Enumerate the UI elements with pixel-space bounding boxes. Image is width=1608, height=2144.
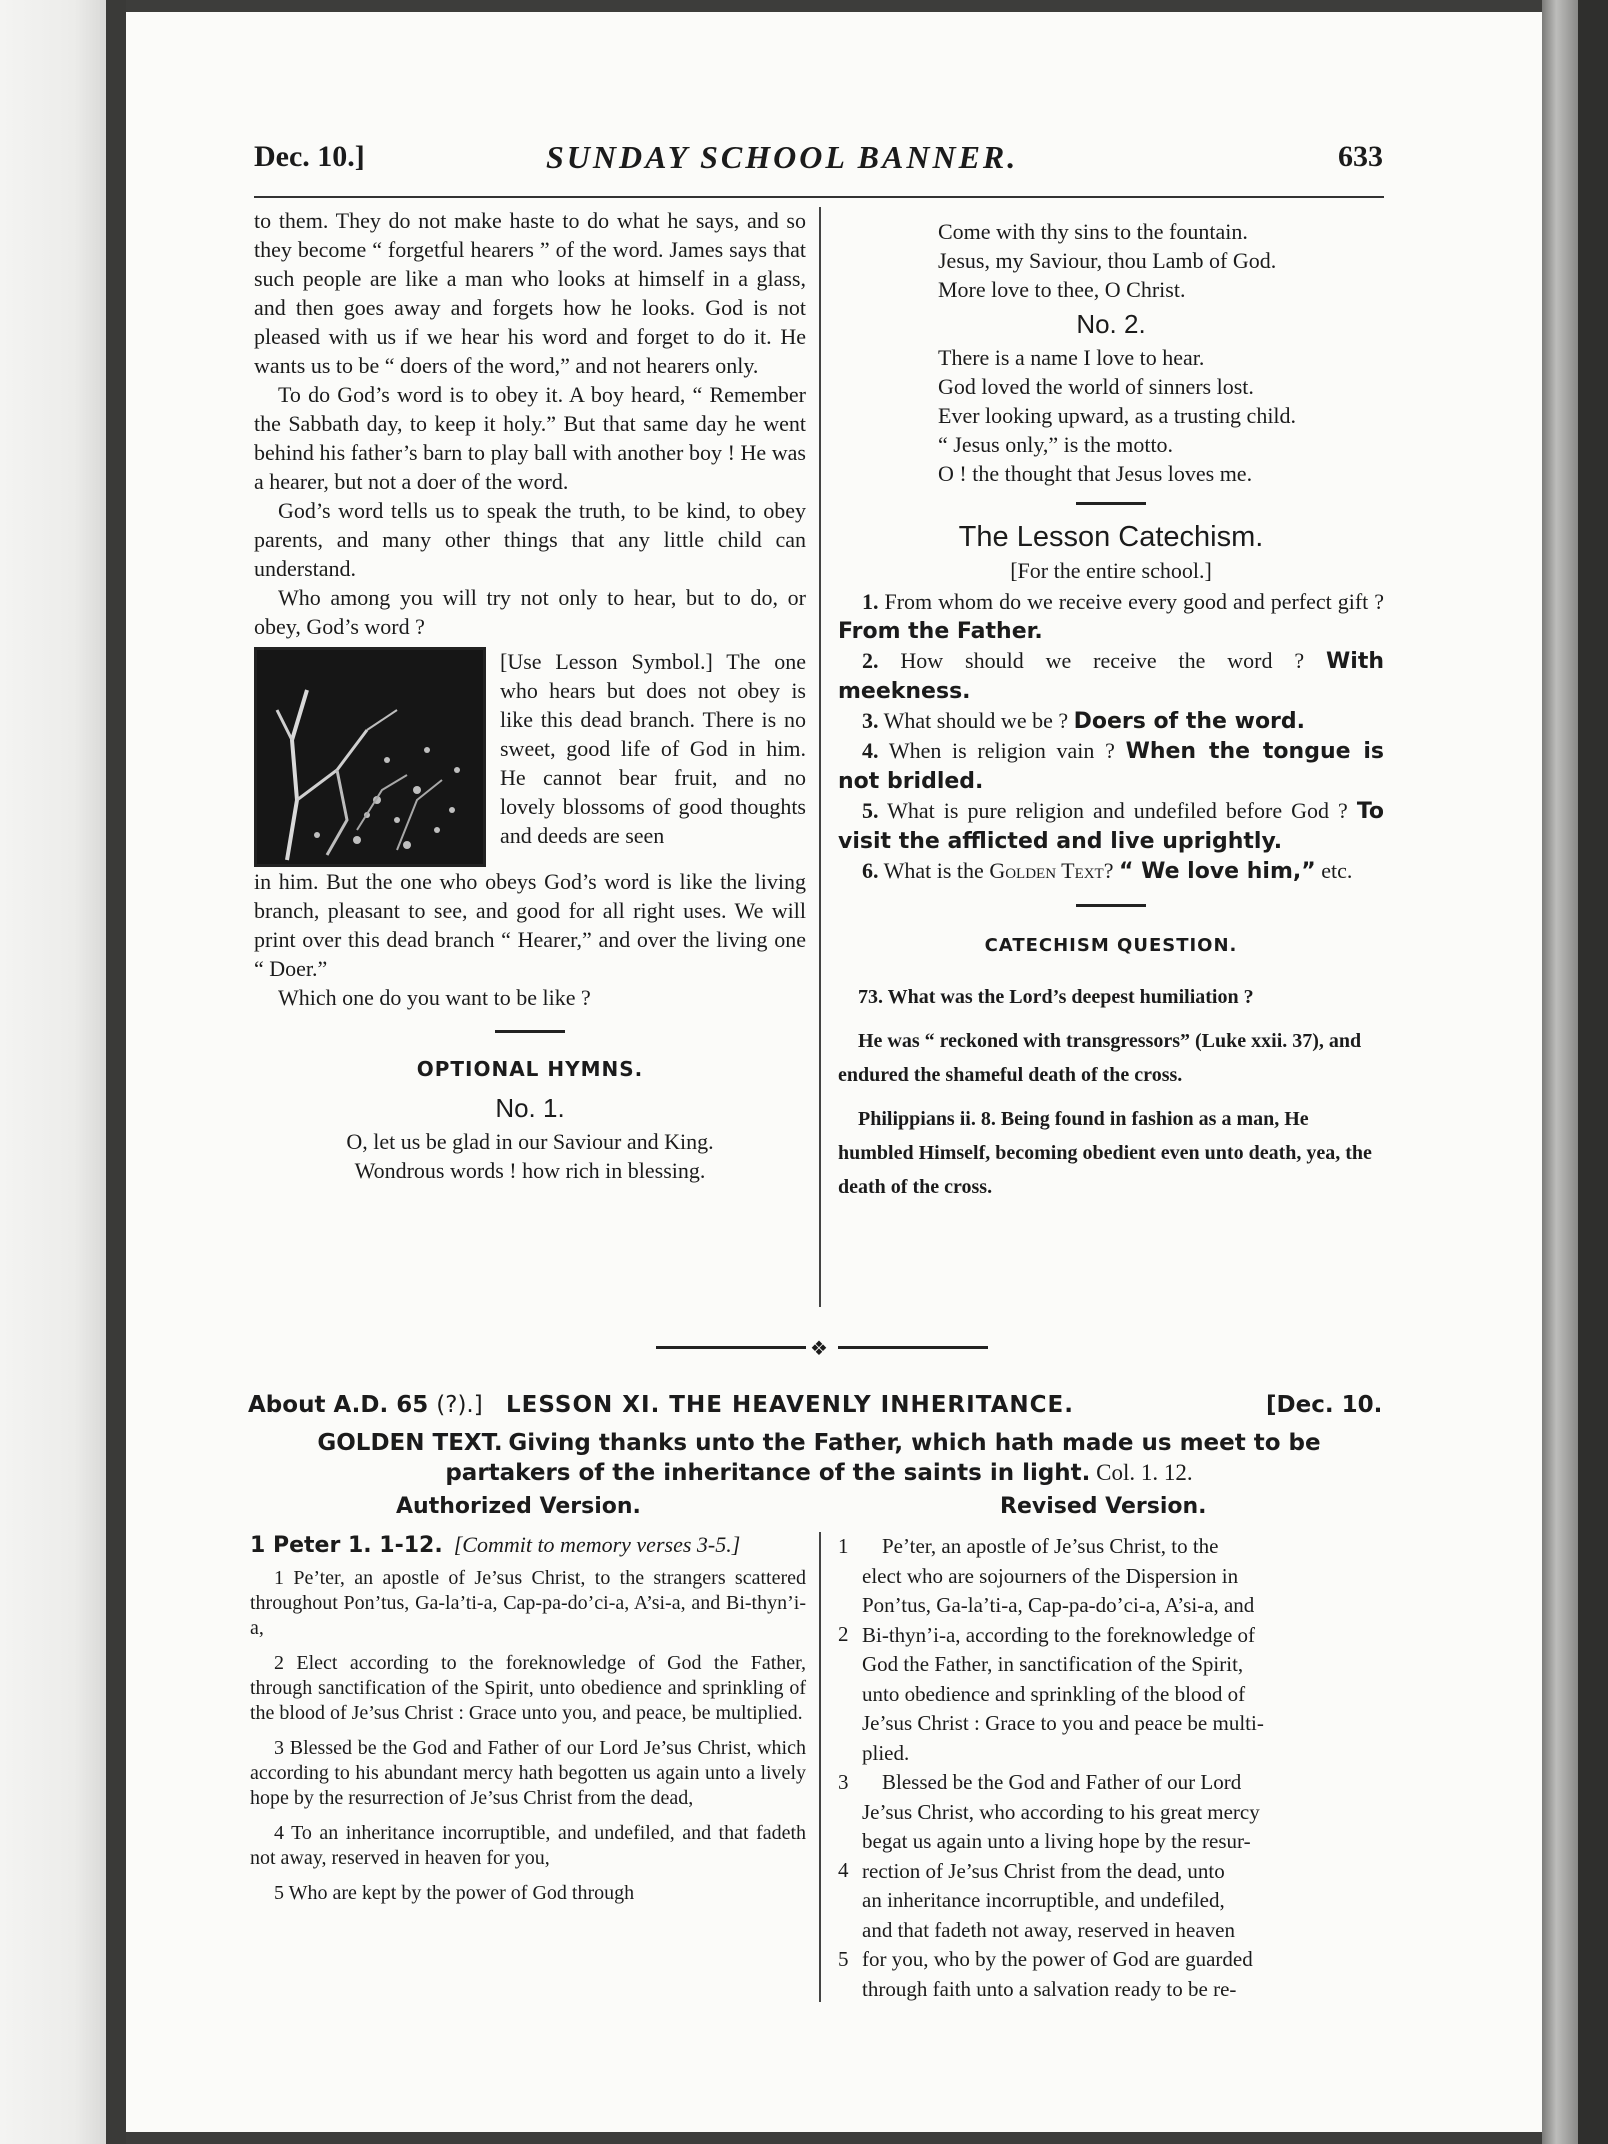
q5-answer: To visit the afflicted and live uprightly. <box>838 799 1385 854</box>
rv-num-3: 3 <box>838 1770 849 1794</box>
hymn-no2-line-5: O ! the thought that Jesus loves me. <box>938 461 1253 486</box>
rv-line: Pe’ter, an apostle of Je’sus Christ, to the <box>882 1534 1219 1558</box>
av-verse-3: 3 Blessed be the God and Father of our Lord Je’sus Christ, which according to his abundant mercy hath begotten us again unto a lively hope by the resurrection of Je’sus Christ from the dead, <box>250 1737 806 1809</box>
catechism-q2 <box>838 646 1384 706</box>
av-verse-1: 1 Pe’ter, an apostle of Je’sus Christ, to the strangers scattered throughout Pon’tus, Ga-la’ti-a, Cap-pa-do’ci-a, A’si-a, and Bi-thyn’i-a, <box>250 1567 806 1639</box>
rv-line: Pon’tus, Ga-la’ti-a, Cap-pa-do’ci-a, A’si-a, and <box>862 1593 1255 1617</box>
q3-number: 3. <box>862 708 879 733</box>
q2-text: How should we receive the word ? <box>900 648 1305 673</box>
scan-border <box>1578 0 1608 2144</box>
book-gutter <box>106 0 126 2144</box>
q2-number: 2. <box>862 648 879 673</box>
authorized-version-heading: Authorized Version. <box>396 1494 641 1519</box>
lesson-symbol-image <box>254 647 486 867</box>
left-para-6: Which one do you want to be like ? <box>278 985 591 1010</box>
rv-line: plied. <box>862 1740 910 1765</box>
av-verse-5: 5 Who are kept by the power of God through <box>274 1882 635 1904</box>
catechism-reference: Philippians ii. 8. Being found in fashion as a man, He humbled Himself, becoming obedient even unto death, yea, the death of the cross. <box>838 1108 1372 1198</box>
hymn-no1-heading: No. 1. <box>495 1093 565 1123</box>
ornament-line-right <box>838 1346 988 1349</box>
lesson-title: LESSON XI. THE HEAVENLY INHERITANCE. <box>506 1392 1074 1418</box>
left-para-2: To do God’s word is to obey it. A boy heard, “ Remember the Sabbath day, to keep it holy.” But that same day he went behind his father’s barn to play ball with another boy ! He was a hearer, but not a doer of the word. <box>254 382 806 494</box>
q4-number: 4. <box>862 738 879 763</box>
rv-line: God the Father, in sanctification of the Spirit, <box>862 1652 1244 1676</box>
rv-line: for you, who by the power of God are guarded <box>862 1947 1253 1971</box>
rv-line: elect who are sojourners of the Dispersion in <box>862 1563 1239 1588</box>
catechism-question-heading: CATECHISM QUESTION. <box>984 935 1238 956</box>
rv-line: and that fadeth not away, reserved in heaven <box>862 1917 1235 1942</box>
catechism-q3 <box>838 706 1384 736</box>
hymn-no1-cont-1: Come with thy sins to the fountain. <box>938 219 1248 244</box>
ornament-line-left <box>656 1346 806 1349</box>
hymn-no1-line1: O, let us be glad in our Saviour and King. <box>346 1129 714 1154</box>
q5-text: What is pure religion and undefiled before God ? <box>887 798 1348 823</box>
left-para-5a: [Use Lesson Symbol.] The one who hears but does not obey is like this dead branch. There is no sweet, good life of God in him. He cannot bear fruit, and no lovely blossoms of good thoughts and deeds are seen <box>500 649 806 848</box>
hymn-no2-heading: No. 2. <box>1076 309 1146 339</box>
lesson-date-right: [Dec. 10. <box>1266 1392 1383 1418</box>
q1-text: From whom do we receive every good and perfect gift ? <box>884 589 1385 614</box>
facing-page-edge <box>0 0 106 2144</box>
rv-num-5: 5 <box>838 1947 849 1971</box>
page-stack-edge <box>1542 0 1578 2144</box>
rv-line: Je’sus Christ : Grace to you and peace be multi- <box>862 1711 1264 1735</box>
q4-text: When is religion vain ? <box>888 738 1115 763</box>
left-column <box>254 206 806 1185</box>
av-reference: 1 Peter 1. 1-12. <box>250 1533 443 1558</box>
rv-line: rection of Je’sus Christ from the dead, unto <box>862 1858 1225 1883</box>
hymns-heading: OPTIONAL HYMNS. <box>416 1057 644 1081</box>
rv-num-4: 4 <box>838 1858 849 1882</box>
authorized-version <box>250 1532 806 1906</box>
rv-line: through faith unto a salvation ready to be re- <box>862 1976 1237 2001</box>
revised-version <box>838 1532 1384 2004</box>
q2-answer: With meekness. <box>838 649 1385 704</box>
golden-text-label: GOLDEN TEXT. <box>317 1430 503 1456</box>
ornament-glyph: ❖ <box>810 1338 828 1360</box>
rv-line: unto obedience and sprinkling of the blood of <box>862 1681 1246 1706</box>
catechism-q5 <box>838 796 1384 856</box>
av-commit: [Commit to memory verses 3-5.] <box>453 1532 741 1557</box>
header-title: SUNDAY SCHOOL BANNER. <box>546 139 1019 175</box>
rv-line: Bi-thyn’i-a, according to the foreknowledge of <box>862 1622 1256 1647</box>
hymn-no1-cont-3: More love to thee, O Christ. <box>938 277 1186 302</box>
lesson-date-query: (?).] <box>436 1392 483 1418</box>
q5-number: 5. <box>862 798 879 823</box>
q6-answer: “ We love him,” <box>1119 859 1316 884</box>
av-verse-4: 4 To an inheritance incorruptible, and undefiled, and that fadeth not away, reserved in heaven for you, <box>250 1822 806 1869</box>
rv-line: begat us again unto a living hope by the resur- <box>862 1829 1251 1853</box>
q6-text-c: ? <box>1103 858 1114 883</box>
q1-number: 1. <box>862 589 879 614</box>
rv-num-1: 1 <box>838 1534 849 1558</box>
section-divider <box>1076 904 1146 907</box>
q6-number: 6. <box>862 858 879 883</box>
header-rule <box>254 196 1384 198</box>
page-number: 633 <box>1338 140 1383 173</box>
q6-text-a: What is the <box>883 858 984 883</box>
hymn-no2-line-3: Ever looking upward, as a trusting child. <box>938 403 1297 428</box>
golden-text-reference: Col. 1. 12. <box>1096 1460 1193 1485</box>
golden-text-block <box>254 1428 1384 1488</box>
left-para-3: God’s word tells us to speak the truth, to be kind, to obey parents, and many other things that any little child can understand. <box>254 498 806 581</box>
left-para-4: Who among you will try not only to hear, but to do, or obey, God’s word ? <box>254 585 806 639</box>
av-verse-2: 2 Elect according to the foreknowledge of God the Father, through sanctification of the Spirit, unto obedience and sprinkling of the blood of Je’sus Christ : Grace unto you, and peace, be multiplied. <box>250 1652 806 1724</box>
hymn-no1-line2: Wondrous words ! how rich in blessing. <box>354 1158 706 1183</box>
q3-answer: Doers of the word. <box>1073 709 1306 734</box>
hymn-no2-line-2: God loved the world of sinners lost. <box>938 374 1254 399</box>
hymn-no1-cont-2: Jesus, my Saviour, thou Lamb of God. <box>938 248 1277 273</box>
catechism-q6 <box>838 856 1384 886</box>
q6-etc: etc. <box>1321 858 1353 883</box>
revised-version-heading: Revised Version. <box>1000 1494 1207 1519</box>
catechism-subheading: [For the entire school.] <box>1010 558 1212 583</box>
catechism-q1 <box>838 587 1384 646</box>
q1-answer: From the Father. <box>838 619 1043 644</box>
rv-line: an inheritance incorruptible, and undefiled, <box>862 1888 1225 1912</box>
hymn-no2-line-1: There is a name I love to hear. <box>938 345 1205 370</box>
dead-branch-icon <box>257 650 483 864</box>
left-para-5b: in him. But the one who obeys God’s word is like the living branch, pleasant to see, and good for all right uses. We will print over this dead branch “ Hearer,” and over the living one “ Doer.” <box>254 869 806 981</box>
rv-num-2: 2 <box>838 1622 849 1646</box>
catechism-q4 <box>838 736 1384 796</box>
hymn-no2-line-4: “ Jesus only,” is the motto. <box>938 432 1174 457</box>
right-column <box>838 217 1384 1204</box>
golden-text-body: Giving thanks unto the Father, which hath made us meet to be partakers of the inheritance of the saints in light. <box>445 1430 1321 1486</box>
q4-answer: When the tongue is not bridled. <box>838 739 1385 794</box>
catechism-heading: The Lesson Catechism. <box>958 521 1264 553</box>
column-divider <box>819 207 821 1307</box>
rv-line: Je’sus Christ, who according to his great mercy <box>862 1799 1260 1824</box>
section-divider <box>495 1030 565 1033</box>
rv-line: Blessed be the God and Father of our Lord <box>882 1770 1242 1794</box>
page <box>126 12 1542 2132</box>
lesson-date-left <box>248 1392 483 1418</box>
lesson-date: About A.D. 65 <box>248 1392 429 1418</box>
catechism-question: 73. What was the Lord’s deepest humiliation ? <box>858 986 1254 1008</box>
section-divider <box>1076 502 1146 505</box>
q3-text: What should we be ? <box>883 708 1069 733</box>
version-divider <box>819 1532 821 2002</box>
q6-golden-text: Golden Text <box>989 858 1104 883</box>
header-date: Dec. 10.] <box>254 140 365 173</box>
catechism-answer: He was “ reckoned with transgressors” (Luke xxii. 37), and endured the shameful death of the cross. <box>838 1030 1362 1086</box>
left-para-1: to them. They do not make haste to do what he says, and so they become “ forgetful hearers ” of the word. James says that such people are like a man who looks at himself in a glass, and then goes away and forgets how he looks. God is not pleased with us if we hear his word and forget to do it. He wants us to be “ doers of the word,” and not hearers only. <box>254 208 806 378</box>
